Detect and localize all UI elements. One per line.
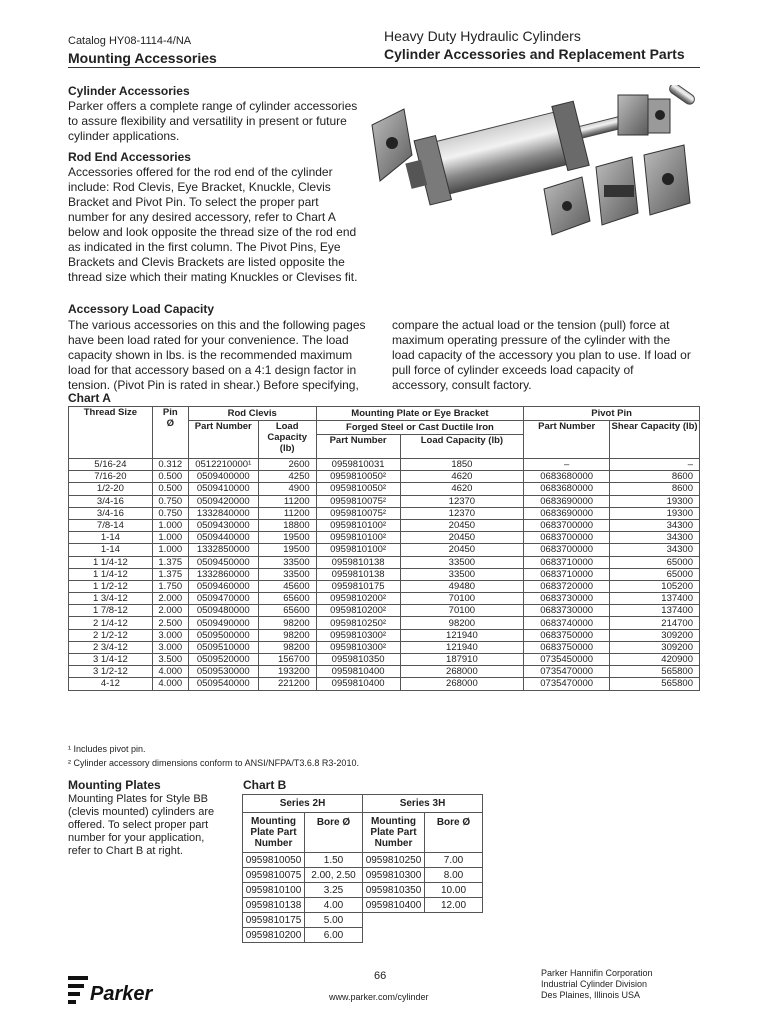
col-3h-part: Mounting Plate Part Number [363,813,425,853]
chart-a-cell: 565800 [610,666,700,678]
chart-a-cell: 0735450000 [524,654,610,666]
chart-a-cell: 0683750000 [524,641,610,653]
section-title: Mounting Accessories [68,50,217,66]
chart-a-cell: 33500 [258,556,316,568]
chart-a-body [69,459,700,691]
col-rod-clevis: Rod Clevis [188,407,316,421]
chart-a-cell: 0959810200² [316,593,400,605]
chart-a-cell: 0683730000 [524,593,610,605]
chart-b-cell: 12.00 [425,898,483,913]
chart-a-label: Chart A [68,391,111,405]
col-pin-symbol: Ø [166,418,174,429]
chart-a-row [69,556,700,568]
chart-a-cell: 65600 [258,605,316,617]
chart-a-cell: 19500 [258,532,316,544]
chart-a-cell: 5/16-24 [69,459,153,471]
chart-a-cell: 0.500 [152,483,188,495]
catalog-number: Catalog HY08-1114-4/NA [68,35,192,47]
chart-a-cell: 0683750000 [524,629,610,641]
chart-a-cell: 18800 [258,519,316,531]
chart-b-cell: 10.00 [425,883,483,898]
chart-b-cell: 5.00 [305,913,363,928]
load-capacity-text-left: The various accessories on this and the following pages have been load rated for your convenience. The load capacity shown in lbs. is the recommended maximum load for that accessory based on a 4:1 design factor in tension. (Pivot Pin is rated in shear.) Before specifying, [68,318,366,392]
chart-a-cell: 121940 [400,641,524,653]
chart-b-cell: 0959810075 [243,868,305,883]
chart-a-cell: 2.000 [152,593,188,605]
chart-b-cell: 0959810300 [363,868,425,883]
chart-a-cell: 12370 [400,495,524,507]
chart-a-cell: 49480 [400,580,524,592]
chart-b-cell [425,913,483,928]
chart-a-cell: 1.750 [152,580,188,592]
chart-b-cell: 0959810350 [363,883,425,898]
chart-a-cell: 268000 [400,666,524,678]
footnote-2: ² Cylinder accessory dimensions conform to ANSI/NFPA/T3.6.8 R3-2010. [68,758,359,768]
chart-b-body [243,853,483,943]
chart-a-cell: – [524,459,610,471]
chart-a-cell: 0959810200² [316,605,400,617]
chart-a-cell: 1.000 [152,519,188,531]
chart-a-cell: 1332860000 [188,568,258,580]
chart-a-cell: 0509410000 [188,483,258,495]
chart-a-cell: 0683700000 [524,544,610,556]
chart-a-row [69,495,700,507]
chart-b-cell: 0959810250 [363,853,425,868]
chart-a-cell: 4900 [258,483,316,495]
chart-a-cell: 11200 [258,495,316,507]
chart-a-cell: 0683680000 [524,483,610,495]
chart-a-cell: 98200 [400,617,524,629]
chart-a-cell: 8600 [610,471,700,483]
chart-a-cell: 1.375 [152,556,188,568]
chart-a-cell: 0509520000 [188,654,258,666]
chart-a-cell: 65600 [258,593,316,605]
chart-a-cell: 1 1/4-12 [69,568,153,580]
chart-b-table [242,794,483,943]
chart-a-cell: 4.000 [152,666,188,678]
chart-a-cell: 0959810075² [316,495,400,507]
chart-a-cell: 65000 [610,568,700,580]
header-right [384,28,685,62]
chart-a-cell: 309200 [610,629,700,641]
chart-b-row [243,898,483,913]
chart-b-row [243,883,483,898]
chart-a-row [69,471,700,483]
chart-b-cell: 7.00 [425,853,483,868]
chart-a-cell: 12370 [400,507,524,519]
chart-a-row [69,593,700,605]
mounting-plates-heading: Mounting Plates [68,778,161,792]
chart-b-cell: 6.00 [305,928,363,943]
chart-a-cell: 3.000 [152,641,188,653]
chart-a-cell: 0683690000 [524,495,610,507]
chart-a-cell: 4-12 [69,678,153,690]
chart-b-cell: 0959810400 [363,898,425,913]
series-2h-header: Series 2H [243,795,363,813]
chart-a-cell: 1.000 [152,544,188,556]
chart-a-cell: 0959810250² [316,617,400,629]
chart-a-cell: 1332850000 [188,544,258,556]
col-pp-part: Part Number [524,421,610,459]
chart-a-row [69,605,700,617]
header-left [68,35,217,66]
chart-b-cell: 0959810050 [243,853,305,868]
chart-a-cell: 0.500 [152,471,188,483]
chart-a-row [69,544,700,556]
parker-logo [68,972,160,1008]
chart-a-cell: 4.000 [152,678,188,690]
chart-a-cell: 33500 [400,568,524,580]
chart-a-cell: 193200 [258,666,316,678]
chart-a-cell: 1332840000 [188,507,258,519]
chart-a-cell: 45600 [258,580,316,592]
header-subtitle: Heavy Duty Hydraulic Cylinders [384,28,581,44]
chart-a-cell: 0.750 [152,495,188,507]
chart-a-table [68,406,700,691]
chart-a-row [69,483,700,495]
col-3h-bore: Bore Ø [425,813,483,853]
chart-a-cell: 0.750 [152,507,188,519]
chart-a-row [69,507,700,519]
chart-b-cell: 8.00 [425,868,483,883]
chart-a-cell: 0683740000 [524,617,610,629]
chart-a-cell: 137400 [610,593,700,605]
load-capacity-text-right: compare the actual load or the tension (pull) force at maximum operating pressure of the cylinder with the load capacity of the accessory you plan to use. If load or pull force of cylinder exceeds load capacity of accessory, consult factory. [392,318,691,392]
chart-b-cell: 0959810200 [243,928,305,943]
chart-a-cell: 8600 [610,483,700,495]
chart-a-cell: 1 1/4-12 [69,556,153,568]
mounting-plates-text: Mounting Plates for Style BB (clevis mounted) cylinders are offered. To select proper part number for your application, refer to Chart B at right. [68,793,215,857]
chart-b-cell: 0959810175 [243,913,305,928]
chart-a-cell: 11200 [258,507,316,519]
chart-a-cell: 214700 [610,617,700,629]
chart-b-cell: 0959810100 [243,883,305,898]
chart-a-cell: 0683690000 [524,507,610,519]
col-2h-bore: Bore Ø [305,813,363,853]
chart-a-cell: 2 1/4-12 [69,617,153,629]
page-number: 66 [374,970,387,982]
chart-a-cell: 0683710000 [524,556,610,568]
chart-a-cell: 1 7/8-12 [69,605,153,617]
chart-a-cell: 98200 [258,641,316,653]
chart-a-row [69,568,700,580]
chart-a-cell: 0959810100² [316,532,400,544]
chart-a-row [69,678,700,690]
chart-a-cell: 1/2-20 [69,483,153,495]
col-pin [152,407,188,459]
chart-a-cell: 0683700000 [524,519,610,531]
col-rc-load: Load Capacity (lb) [258,421,316,459]
chart-a-cell: – [610,459,700,471]
chart-a-cell: 0509460000 [188,580,258,592]
col-pivot-pin: Pivot Pin [524,407,700,421]
chart-a-cell: 4620 [400,471,524,483]
chart-a-cell: 3.000 [152,629,188,641]
chart-b-row [243,928,483,943]
chart-b-cell: 3.25 [305,883,363,898]
chart-a-cell: 19300 [610,507,700,519]
footnote-1: ¹ Includes pivot pin. [68,744,146,754]
chart-a-cell: 0735470000 [524,666,610,678]
chart-a-cell: 2.000 [152,605,188,617]
series-3h-header: Series 3H [363,795,483,813]
chart-a-cell: 0509430000 [188,519,258,531]
chart-b-cell [363,928,425,943]
chart-a-cell: 70100 [400,605,524,617]
col-mp-load: Load Capacity (lb) [400,435,524,459]
col-mp-part: Part Number [316,435,400,459]
chart-a-cell: 1.375 [152,568,188,580]
chart-a-cell: 0509450000 [188,556,258,568]
chart-a-cell: 0509500000 [188,629,258,641]
col-2h-part: Mounting Plate Part Number [243,813,305,853]
chart-a-cell: 137400 [610,605,700,617]
chart-a-cell: 0509440000 [188,532,258,544]
header-title: Cylinder Accessories and Replacement Parts [384,46,685,62]
chart-a-cell: 0509480000 [188,605,258,617]
chart-a-row [69,629,700,641]
header-rule [68,67,700,68]
chart-a-cell: 0959810175 [316,580,400,592]
chart-a-cell: 98200 [258,617,316,629]
chart-a-cell: 20450 [400,544,524,556]
chart-a-cell: 33500 [258,568,316,580]
chart-a-row [69,519,700,531]
chart-a-cell: 20450 [400,532,524,544]
chart-a-cell: 34300 [610,519,700,531]
chart-b-cell: 4.00 [305,898,363,913]
chart-a-cell: 4250 [258,471,316,483]
chart-a-cell: 3 1/2-12 [69,666,153,678]
chart-a-cell: 105200 [610,580,700,592]
chart-a-cell: 0959810300² [316,629,400,641]
chart-a-cell: 2 1/2-12 [69,629,153,641]
chart-a-cell: 121940 [400,629,524,641]
rod-end-text: Accessories offered for the rod end of the cylinder include: Rod Clevis, Eye Bracket, Knuckle, Clevis Bracket and Pivot Pin. To select the proper part number for any desired accessory, refer to Chart A below and look opposite the thread size of the rod end as indicated in the first column. The Pivot Pins, Eye Brackets and Clevis Brackets are listed opposite the thread size which their mating Knuckles or Clevises fit. [68,165,358,284]
cylinder-accessories-heading: Cylinder Accessories [68,84,190,98]
col-rc-part: Part Number [188,421,258,459]
chart-a-cell: 7/16-20 [69,471,153,483]
chart-a-cell: 0509540000 [188,678,258,690]
chart-a-row [69,459,700,471]
chart-a-cell: 20450 [400,519,524,531]
chart-a-cell: 7/8-14 [69,519,153,531]
chart-a-cell: 0509530000 [188,666,258,678]
chart-b-label: Chart B [243,778,287,792]
chart-b-cell [425,928,483,943]
intro-section [68,84,360,285]
chart-a-cell: 2.500 [152,617,188,629]
load-capacity-heading: Accessory Load Capacity [68,302,215,316]
chart-a-cell: 0959810100² [316,519,400,531]
chart-a-cell: 0683680000 [524,471,610,483]
col-thread-size: Thread Size [69,407,153,459]
col-mounting-plate: Mounting Plate or Eye Bracket [316,407,524,421]
col-pp-shear: Shear Capacity (lb) [610,421,700,459]
chart-a-cell: 70100 [400,593,524,605]
chart-a-cell: 565800 [610,678,700,690]
chart-a-cell: 0959810350 [316,654,400,666]
chart-a-cell: 34300 [610,532,700,544]
chart-a-cell: 0509470000 [188,593,258,605]
chart-a-cell: 1 3/4-12 [69,593,153,605]
chart-a-cell: 0509420000 [188,495,258,507]
accessories-photo [368,85,700,255]
chart-a-cell: 0959810400 [316,666,400,678]
chart-a-cell: 1-14 [69,544,153,556]
chart-a-cell: 221200 [258,678,316,690]
chart-a-cell: 268000 [400,678,524,690]
chart-a-cell: 3/4-16 [69,495,153,507]
footer-division: Industrial Cylinder Division [541,979,648,989]
chart-a-cell: 1850 [400,459,524,471]
chart-a-cell: 3.500 [152,654,188,666]
chart-a-cell: 187910 [400,654,524,666]
col-forged: Forged Steel or Cast Ductile Iron [316,421,524,435]
chart-a-row [69,580,700,592]
chart-a-row [69,617,700,629]
chart-a-cell: 3 1/4-12 [69,654,153,666]
footer-address [541,968,653,1001]
chart-a-cell: 0509490000 [188,617,258,629]
chart-a-row [69,654,700,666]
chart-a-cell: 0959810138 [316,568,400,580]
chart-a-cell: 156700 [258,654,316,666]
col-pin-label: Pin [162,407,178,418]
chart-a-cell: 0683730000 [524,605,610,617]
chart-a-cell: 309200 [610,641,700,653]
chart-a-cell: 0735470000 [524,678,610,690]
chart-a-cell: 0683710000 [524,568,610,580]
chart-b-cell: 0959810138 [243,898,305,913]
chart-a-cell: 2 3/4-12 [69,641,153,653]
chart-a-cell: 0683700000 [524,532,610,544]
chart-a-cell: 65000 [610,556,700,568]
chart-a-cell: 98200 [258,629,316,641]
chart-a-cell: 1.000 [152,532,188,544]
footer-url[interactable]: www.parker.com/cylinder [329,992,429,1002]
chart-a-cell: 2600 [258,459,316,471]
chart-a-cell: 420900 [610,654,700,666]
chart-a-cell: 34300 [610,544,700,556]
chart-a-row [69,532,700,544]
chart-a-cell: 0959810400 [316,678,400,690]
chart-b-row [243,913,483,928]
chart-b-cell [363,913,425,928]
chart-b-cell: 2.00, 2.50 [305,868,363,883]
chart-a-cell: 0959810100² [316,544,400,556]
chart-a-cell: 0509510000 [188,641,258,653]
chart-a-cell: 0509400000 [188,471,258,483]
chart-a-cell: 0959810138 [316,556,400,568]
chart-a-cell: 1 1/2-12 [69,580,153,592]
chart-a-cell: 0.312 [152,459,188,471]
chart-a-cell: 0959810031 [316,459,400,471]
chart-a-cell: 0959810300² [316,641,400,653]
rod-end-heading: Rod End Accessories [68,150,191,164]
footer-company: Parker Hannifin Corporation [541,968,653,978]
chart-b-row [243,868,483,883]
chart-a-row [69,641,700,653]
chart-a-cell: 33500 [400,556,524,568]
chart-b-cell: 1.50 [305,853,363,868]
mounting-plates-section [68,778,228,858]
chart-a-cell: 4620 [400,483,524,495]
chart-a-cell: 0959810075² [316,507,400,519]
chart-a-cell: 19500 [258,544,316,556]
chart-a-cell: 3/4-16 [69,507,153,519]
parker-logo-text: Parker [90,983,153,1005]
chart-b-row [243,853,483,868]
chart-a-cell: 0512210000¹ [188,459,258,471]
chart-a-row [69,666,700,678]
chart-a-cell: 19300 [610,495,700,507]
footer-city: Des Plaines, Illinois USA [541,990,641,1000]
chart-a-cell: 1-14 [69,532,153,544]
cylinder-accessories-text: Parker offers a complete range of cylinder accessories to assure flexibility and versatility in present or future cylinder applications. [68,99,358,143]
chart-a-cell: 0959810050² [316,471,400,483]
chart-a-cell: 0683720000 [524,580,610,592]
chart-a-cell: 0959810050² [316,483,400,495]
